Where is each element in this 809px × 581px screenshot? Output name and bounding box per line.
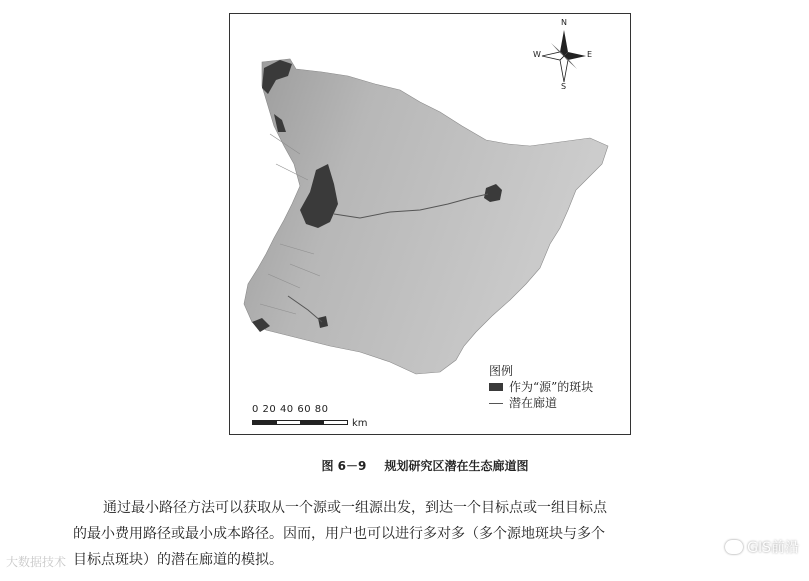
scale-bar [252,402,372,432]
legend-item-source [489,379,593,395]
wechat-icon [725,540,743,554]
corridor-line-swatch [489,403,503,404]
paragraph-line-3: 目标点斑块）的潜在廊道的模拟。 [73,552,283,568]
north-arrow [533,18,593,92]
figure-title: 规划研究区潜在生态廊道图 [384,459,529,473]
scale-bar-graphic [252,420,348,425]
scale-unit: km [352,418,368,429]
compass-n: N [561,18,567,27]
legend-item-corridor [489,395,593,411]
watermark-left-text: 大数据技术 [6,555,67,569]
legend-label-corridor: 潜在廊道 [509,396,558,410]
source-patch-swatch [489,383,503,391]
compass-w: W [533,50,541,59]
scale-ticks: 0 20 40 60 80 [252,404,329,415]
figure-caption [275,457,575,474]
watermark-right [725,537,799,557]
legend-label-source: 作为“源”的斑块 [509,380,594,394]
paragraph-line-2: 的最小费用路径或最小成本路径。因而，用户也可以进行多对多（多个源地斑块与多个 [73,526,605,542]
watermark-right-text: GIS前沿 [747,540,799,556]
study-area-terrain [244,59,608,374]
body-paragraph [73,495,793,573]
compass-s: S [561,82,567,91]
figure-number: 图 6－9 [321,459,367,473]
paragraph-line-1: 通过最小路径方法可以获取从一个源或一组源出发，到达一个目标点或一组目标点 [103,500,607,516]
map-figure [229,13,631,435]
compass-e: E [587,50,593,59]
watermark-left [6,553,66,570]
map-legend [489,363,593,411]
legend-title: 图例 [489,364,514,378]
